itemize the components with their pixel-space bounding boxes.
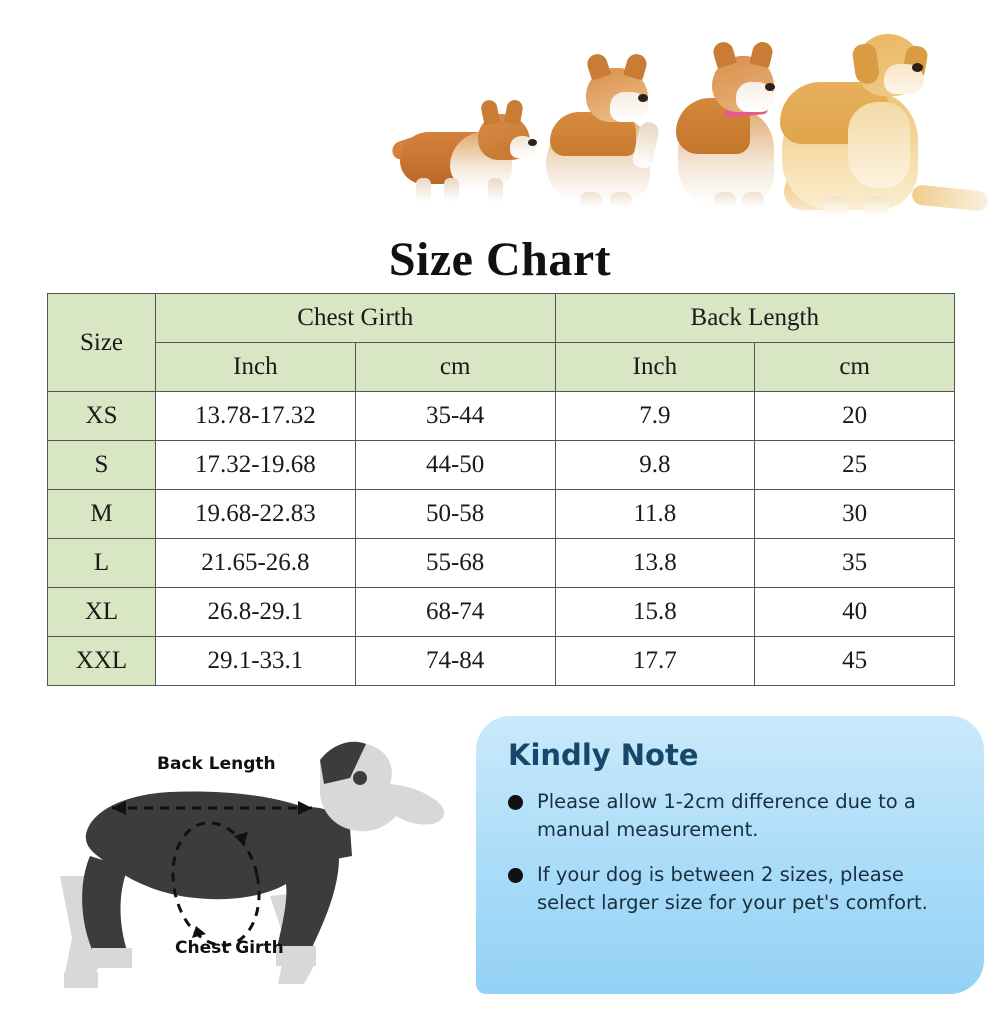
- cell-chest-inch: 19.68-22.83: [156, 490, 356, 539]
- corgi-nose: [528, 139, 537, 146]
- golden-paw-left: [822, 196, 850, 214]
- cell-chest-cm: 35-44: [355, 392, 555, 441]
- golden-retriever-photo: [762, 2, 988, 214]
- table-row: [48, 637, 955, 686]
- cell-back-inch: 17.7: [555, 637, 755, 686]
- cell-chest-inch: 13.78-17.32: [156, 392, 356, 441]
- cell-size: XXL: [48, 637, 156, 686]
- shiba1-ear-right: [623, 52, 649, 81]
- bullet-icon: [508, 868, 523, 883]
- size-chart-table: [47, 293, 955, 686]
- note-item-text: If your dog is between 2 sizes, please select larger size for your pet's comfort.: [537, 863, 928, 915]
- table-header-row-units: [48, 343, 955, 392]
- corgi-leg-front: [488, 178, 503, 202]
- shiba1-paw-right: [610, 192, 632, 208]
- cell-back-cm: 25: [755, 441, 955, 490]
- cell-size: S: [48, 441, 156, 490]
- note-list-item: [506, 861, 958, 916]
- cell-back-inch: 13.8: [555, 539, 755, 588]
- table-header-row-groups: [48, 294, 955, 343]
- golden-nose: [912, 63, 923, 72]
- header-back-inch: Inch: [555, 343, 755, 392]
- cell-back-inch: 9.8: [555, 441, 755, 490]
- note-list-item: [506, 788, 958, 843]
- cell-size: M: [48, 490, 156, 539]
- header-size: Size: [48, 294, 156, 392]
- cell-chest-cm: 50-58: [355, 490, 555, 539]
- cell-size: XS: [48, 392, 156, 441]
- page-title: Size Chart: [388, 233, 612, 286]
- golden-chest-fur: [848, 102, 910, 188]
- cell-back-cm: 35: [755, 539, 955, 588]
- shiba2-paw-right: [742, 192, 764, 208]
- shiba1-nose: [638, 94, 648, 102]
- dog-hind-leg: [82, 856, 128, 954]
- shiba-inu-standing-photo: [540, 43, 670, 208]
- cell-chest-inch: 21.65-26.8: [156, 539, 356, 588]
- cell-back-cm: 45: [755, 637, 955, 686]
- golden-paw-right: [862, 196, 890, 214]
- table-header: [48, 294, 955, 392]
- cell-back-cm: 40: [755, 588, 955, 637]
- cell-back-inch: 15.8: [555, 588, 755, 637]
- table-body: [48, 392, 955, 686]
- cell-back-cm: 30: [755, 490, 955, 539]
- shiba1-paw-left: [580, 192, 602, 208]
- shiba2-paw-left: [714, 192, 736, 208]
- cell-back-inch: 11.8: [555, 490, 755, 539]
- note-item-text: Please allow 1-2cm difference due to a manual measurement.: [537, 790, 916, 841]
- cell-chest-inch: 17.32-19.68: [156, 441, 356, 490]
- dog-paw-rear: [92, 948, 132, 968]
- cell-chest-cm: 68-74: [355, 588, 555, 637]
- header-back-cm: cm: [755, 343, 955, 392]
- cell-back-inch: 7.9: [555, 392, 755, 441]
- dog-eye: [353, 771, 367, 785]
- table-row: [48, 441, 955, 490]
- kindly-note-title: Kindly Note: [508, 738, 699, 772]
- bullet-icon: [508, 795, 523, 810]
- golden-tail: [911, 184, 989, 212]
- cell-chest-inch: 26.8-29.1: [156, 588, 356, 637]
- kindly-note-panel: [476, 716, 984, 994]
- cell-back-cm: 20: [755, 392, 955, 441]
- cell-chest-cm: 55-68: [355, 539, 555, 588]
- cell-size: L: [48, 539, 156, 588]
- cell-chest-inch: 29.1-33.1: [156, 637, 356, 686]
- measurement-diagram: [20, 716, 460, 1001]
- corgi-leg-rear: [416, 178, 431, 202]
- dog-photo-band: [0, 0, 1000, 222]
- cell-chest-cm: 74-84: [355, 637, 555, 686]
- cell-size: XL: [48, 588, 156, 637]
- header-chest-cm: cm: [355, 343, 555, 392]
- table-row: [48, 490, 955, 539]
- back-length-label: Back Length: [151, 754, 282, 774]
- table-row: [48, 539, 955, 588]
- header-chest-inch: Inch: [156, 343, 356, 392]
- table-row: [48, 392, 955, 441]
- cell-chest-cm: 44-50: [355, 441, 555, 490]
- table-row: [48, 588, 955, 637]
- header-chest-girth: Chest Girth: [156, 294, 556, 343]
- corgi-photo: [392, 87, 542, 202]
- chest-girth-label: Chest Girth: [175, 938, 284, 958]
- header-back-length: Back Length: [555, 294, 955, 343]
- corgi-leg-mid: [444, 178, 459, 202]
